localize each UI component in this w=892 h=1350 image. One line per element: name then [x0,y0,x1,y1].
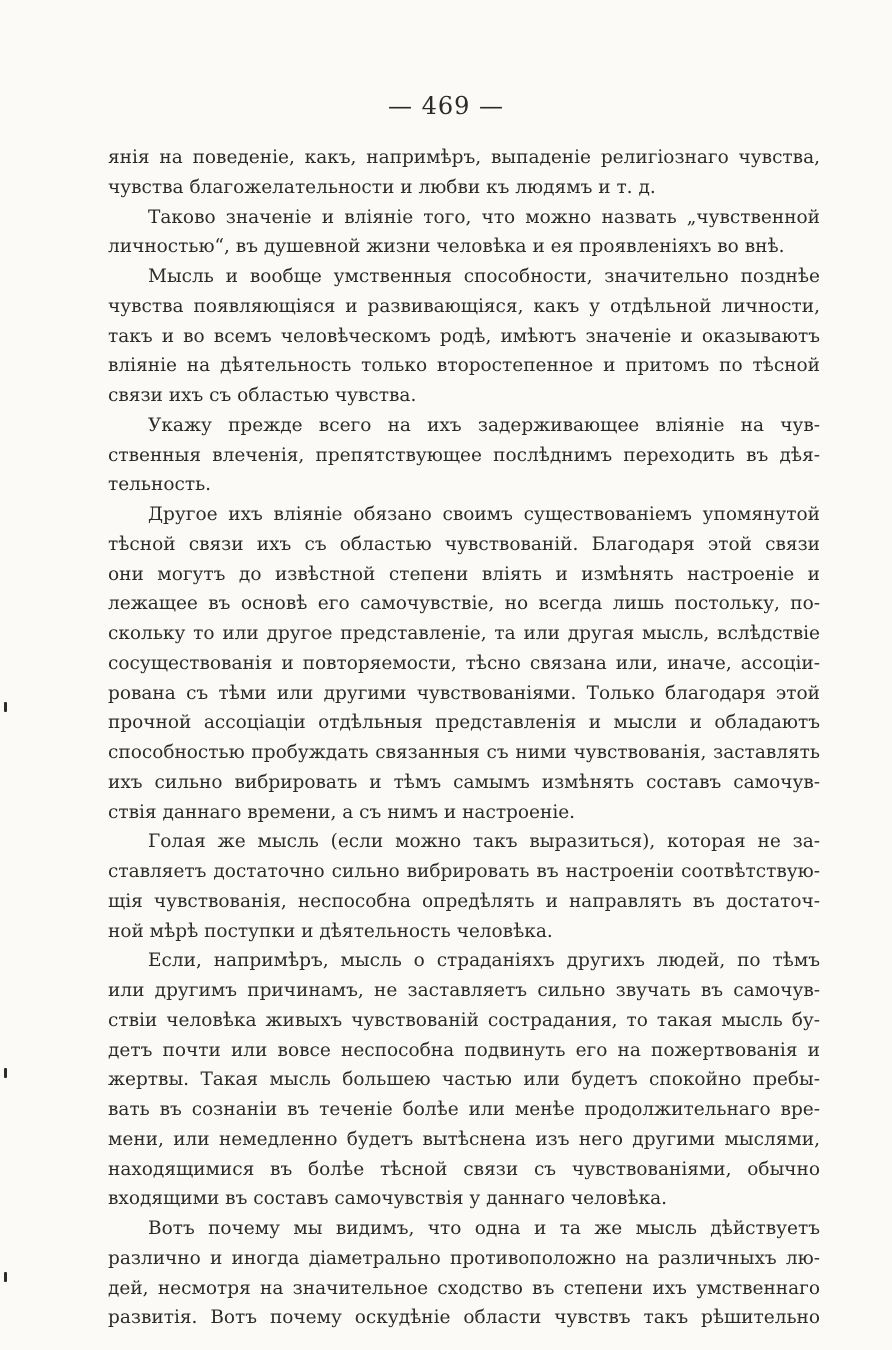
page-number: — 469 — [387,92,505,120]
text-line: они могутъ до извѣстной степени вліять и измѣнять настроеніе и [108,563,820,585]
text-line: ственныя влеченія, препятствующее послѣднимъ переходить въ дѣя- [108,444,820,466]
text-line: рована съ тѣми или другими чувствованіями. Только благодаря этой [108,682,820,704]
text-line: жертвы. Такая мысль большею частью или будетъ спокойно пребы- [108,1069,820,1091]
text-line: способностью пробуждать связанныя съ ними чувствованія, заставлять [108,742,820,763]
text-line: Если, напримѣръ, мысль о страданіяхъ другихъ людей, по тѣмъ [148,950,820,972]
paragraph [108,262,820,411]
text-line: различно и иногда діаметрально противоположно на различныхъ лю- [108,1247,820,1269]
margin-mark [4,1068,7,1078]
text-line: скольку то или другое представленіе, та или другая мысль, вслѣдствіе [108,623,820,644]
text-line: личностью“, въ душевной жизни человѣка и ея проявленіяхъ во внѣ. [108,236,785,258]
text-line: входящими въ составъ самочувствія у даннаго человѣка. [108,1188,668,1210]
text-line: чувства благожелательности и любви къ людямъ и т. д. [108,176,656,198]
text-line: сосуществованія и повторяемости, тѣсно связана или, иначе, ассоціи- [108,652,820,674]
text-line: тѣсной связи ихъ съ областью чувствованій. Благодаря этой связи [108,533,820,555]
text-line: дей, несмотря на значительное сходство въ степени ихъ умственнаго [108,1277,820,1299]
paragraph [108,946,820,1214]
margin-mark [4,702,7,712]
paragraph [108,500,820,827]
text-line: вать въ сознаніи въ теченіе болѣе или менѣе продолжительнаго вре- [108,1099,820,1120]
margin-mark [4,1272,7,1282]
paragraph [108,1214,820,1333]
text-line: такъ и во всемъ человѣческомъ родѣ, имѣютъ значеніе и оказываютъ [108,325,820,347]
text-line: находящимися въ болѣе тѣсной связи съ чувствованіями, обычно [108,1158,820,1180]
text-line: Голая же мысль (если можно такъ выразиться), которая не за- [148,831,820,853]
text-line: Укажу прежде всего на ихъ задерживающее вліяніе на чув- [148,414,820,436]
text-line: лежащее въ основѣ его самочувствіе, но всегда лишь постольку, по- [108,593,820,615]
text-line: или другимъ причинамъ, не заставляетъ сильно звучать въ самочув- [108,980,820,1001]
text-line: прочной ассоціаціи отдѣльныя представленія и мысли и обладаютъ [108,712,820,734]
text-line: ихъ сильно вибрировать и тѣмъ самымъ измѣнять составъ самочув- [108,771,820,793]
text-line: ствія даннаго времени, а съ нимъ и настроеніе. [108,801,576,823]
text-line: Вотъ почему мы видимъ, что одна и та же мысль дѣйствуетъ [148,1218,820,1239]
text-line: чувства появляющіяся и развивающіяся, какъ у отдѣльной личности, [108,295,820,317]
text-line: ставляетъ достаточно сильно вибрировать въ настроеніи соотвѣтствую- [108,861,820,882]
text-line: щія чувствованія, неспособна опредѣлять и направлять въ достаточ- [108,890,820,912]
text-line: Таково значеніе и вліяніе того, что можно назвать „чувственной [148,206,820,228]
text-line: Мысль и вообще умственныя способности, значительно позднѣе [148,266,820,287]
text-line: ствіи человѣка живыхъ чувствованій сострадания, то такая мысль бу- [108,1009,820,1031]
text-line: ной мѣрѣ поступки и дѣятельность человѣка. [108,920,553,942]
paragraph [108,203,820,263]
text-line: детъ почти или вовсе неспособна подвинуть его на пожертвованія и [108,1039,820,1061]
text-line: мени, или немедленно будетъ вытѣснена изъ него другими мыслями, [108,1128,820,1150]
paragraph [108,411,820,500]
paragraph [108,143,820,203]
text-line: Другое ихъ вліяніе обязано своимъ существованіемъ упомянутой [148,504,820,525]
text-line: янія на поведеніе, какъ, напримѣръ, выпаденіе религіознаго чувства, [108,147,820,168]
text-line: развитія. Вотъ почему оскудѣніе области чувствъ такъ рѣшительно [108,1307,820,1329]
text-line: тельность. [108,474,212,496]
text-line: вліяніе на дѣятельность только второстепенное и притомъ по тѣсной [108,355,820,377]
text-line: связи ихъ съ областью чувства. [108,385,417,406]
page-text [108,143,820,1333]
paragraph [108,827,820,946]
